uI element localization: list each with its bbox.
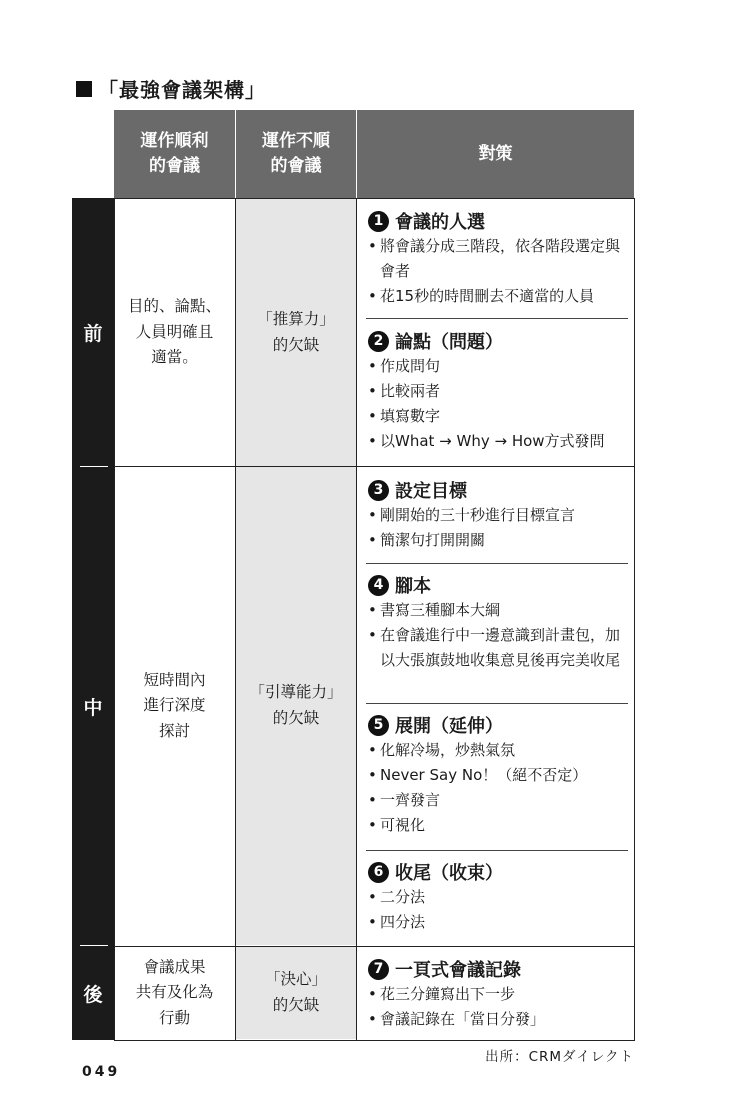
- measure-item: • 可視化: [368, 813, 626, 838]
- measure-item: • 填寫數字: [368, 404, 626, 429]
- measure-title: 一頁式會議記錄: [395, 960, 521, 981]
- success-during: 短時間內 進行深度 探討: [114, 467, 235, 945]
- phase-separator: [80, 945, 108, 946]
- page-title: [76, 74, 266, 103]
- number-4-icon: 4: [368, 575, 389, 596]
- measure-heading: [368, 859, 626, 885]
- measure-item: • 比較兩者: [368, 379, 626, 404]
- fail-during: 「引導能力」 的欠缺: [236, 467, 356, 945]
- measure-heading: [368, 328, 626, 354]
- success-before: 目的、論點、 人員明確且 適當。: [114, 199, 235, 466]
- page-number: 049: [82, 1064, 121, 1080]
- measure-block-6: [358, 859, 634, 935]
- block-divider: [366, 318, 628, 319]
- measure-title: 收尾（收束）: [395, 863, 503, 884]
- number-7-icon: 7: [368, 959, 389, 980]
- measure-item: • 一齊發言: [368, 788, 626, 813]
- measure-heading: [368, 208, 626, 234]
- measure-item: • 書寫三種腳本大綱: [368, 598, 626, 623]
- title-text: 「最強會議架構」: [98, 78, 266, 102]
- block-divider: [366, 703, 628, 704]
- phase-after: 後: [72, 946, 114, 1040]
- header-fail: 運作不順 的會議: [236, 110, 356, 198]
- phase-before: 前: [72, 198, 114, 466]
- measure-title: 腳本: [395, 576, 431, 597]
- source-note: 出所：CRMダイレクト: [485, 1049, 634, 1065]
- header-success: 運作順利 的會議: [114, 110, 235, 198]
- measure-heading: [368, 712, 626, 738]
- measure-item: • 花15秒的時間刪去不適當的人員: [368, 284, 626, 309]
- measure-item: • 花三分鐘寫出下一步: [368, 982, 626, 1007]
- measure-item: • 以What → Why → How方式發問: [368, 429, 626, 454]
- measure-item: • 簡潔句打開開關: [368, 528, 626, 553]
- row-divider: [114, 466, 635, 467]
- measure-item: • 四分法: [368, 910, 626, 935]
- measure-title: 論點（問題）: [395, 332, 503, 353]
- measure-heading: [368, 572, 626, 598]
- measure-title: 設定目標: [395, 481, 467, 502]
- fail-after: 「決心」 的欠缺: [236, 947, 356, 1039]
- measure-block-1: [358, 208, 634, 309]
- measure-item: • 化解冷場，炒熱氣氛: [368, 738, 626, 763]
- row-divider: [114, 946, 635, 947]
- number-6-icon: 6: [368, 862, 389, 883]
- header-measures: 對策: [357, 110, 634, 198]
- measure-title: 會議的人選: [395, 212, 485, 233]
- measure-block-3: [358, 477, 634, 553]
- measure-block-2: [358, 328, 634, 454]
- number-5-icon: 5: [368, 715, 389, 736]
- column-divider: [356, 198, 357, 1041]
- block-divider: [366, 850, 628, 851]
- number-3-icon: 3: [368, 480, 389, 501]
- square-bullet-icon: [76, 81, 92, 97]
- measure-heading: [368, 956, 626, 982]
- measure-item: • 在會議進行中一邊意識到計畫包，加以大張旗鼓地收集意見後再完美收尾: [368, 623, 626, 673]
- measure-title: 展開（延伸）: [395, 716, 503, 737]
- measure-block-5: [358, 712, 634, 838]
- phase-during: 中: [72, 466, 114, 946]
- measure-item: • 剛開始的三十秒進行目標宣言: [368, 503, 626, 528]
- number-2-icon: 2: [368, 331, 389, 352]
- number-1-icon: 1: [368, 211, 389, 232]
- measure-block-4: [358, 572, 634, 673]
- measure-item: • 作成問句: [368, 354, 626, 379]
- success-after: 會議成果 共有及化為 行動: [114, 947, 235, 1039]
- column-divider: [235, 198, 236, 1041]
- measure-heading: [368, 477, 626, 503]
- phase-separator: [80, 466, 108, 467]
- measure-item: • Never Say No！（絕不否定）: [368, 763, 626, 788]
- fail-before: 「推算力」 的欠缺: [236, 199, 356, 466]
- block-divider: [366, 563, 628, 564]
- measure-item: • 二分法: [368, 885, 626, 910]
- measure-item: • 將會議分成三階段，依各階段選定與會者: [368, 234, 626, 284]
- measure-item: • 會議記錄在「當日分發」: [368, 1007, 626, 1032]
- measure-block-7: [358, 956, 634, 1032]
